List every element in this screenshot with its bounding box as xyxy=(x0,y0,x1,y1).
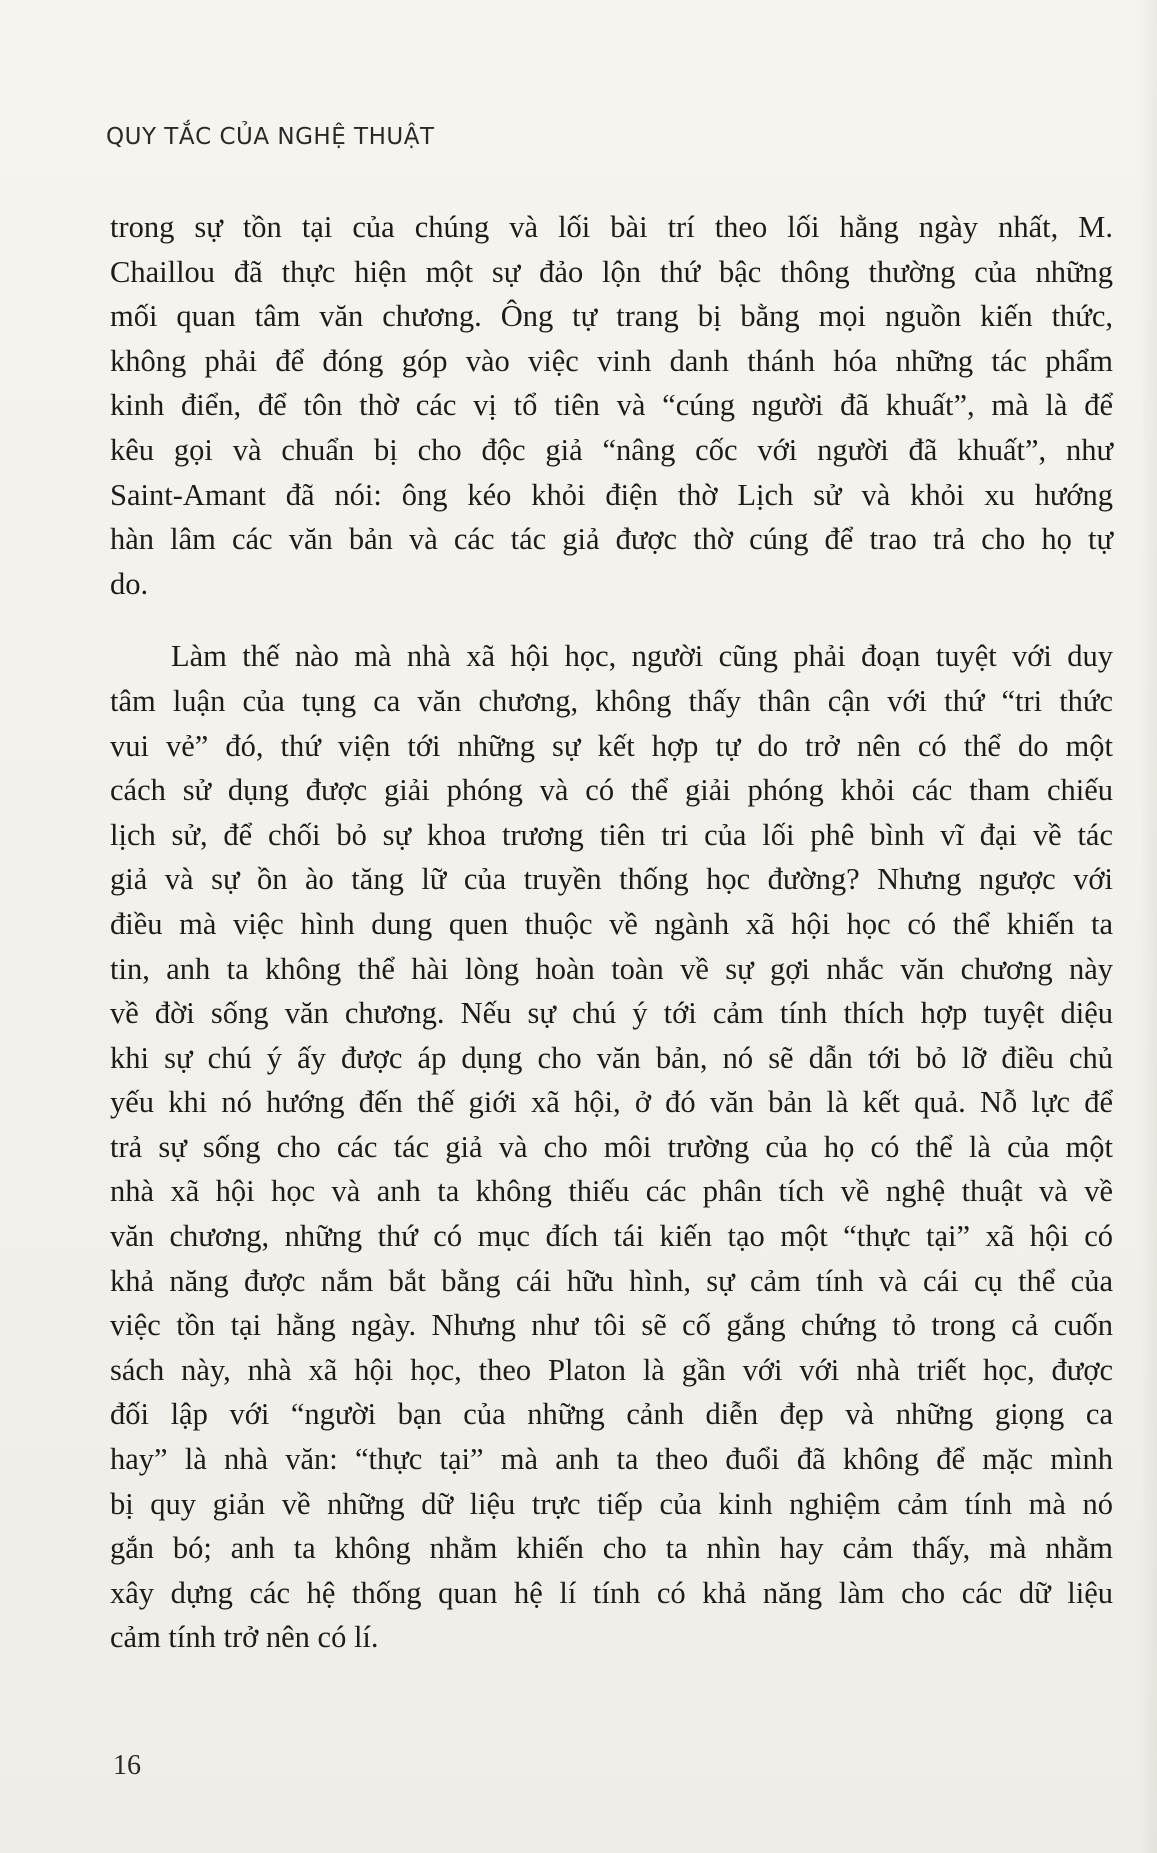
text-line: khi sự chú ý ấy được áp dụng cho văn bản, nó sẽ dẫn tới bỏ lỡ điều chủ xyxy=(110,1040,1113,1075)
text-line: điều mà việc hình dung quen thuộc về ngành xã hội học có thể khiến ta xyxy=(110,906,1113,941)
text-line: văn chương, những thứ có mục đích tái kiến tạo một “thực tại” xã hội có xyxy=(110,1219,1113,1254)
text-line: do. xyxy=(110,566,149,601)
text-line: Saint-Amant đã nói: ông kéo khỏi điện thờ Lịch sử và khỏi xu hướng xyxy=(110,477,1113,512)
text-line: không phải để đóng góp vào việc vinh danh thánh hóa những tác phẩm xyxy=(110,343,1113,378)
text-line: hàn lâm các văn bản và các tác giả được thờ cúng để trao trả cho họ tự xyxy=(110,522,1113,557)
text-line: cảm tính trở nên có lí. xyxy=(110,1620,379,1655)
text-line: đối lập với “người bạn của những cảnh diễn đẹp và những giọng ca xyxy=(110,1397,1113,1432)
text-line: giả và sự ồn ào tăng lữ của truyền thống học đường? Nhưng ngược với xyxy=(110,862,1113,897)
text-line: việc tồn tại hằng ngày. Nhưng như tôi sẽ cố gắng chứng tỏ trong cả cuốn xyxy=(110,1308,1113,1343)
paragraph-gap xyxy=(110,606,1113,634)
text-line: kêu gọi và chuẩn bị cho độc giả “nâng cốc với người đã khuất”, như xyxy=(110,432,1113,467)
text-line: nhà xã hội học và anh ta không thiếu các phân tích về nghệ thuật và về xyxy=(110,1174,1113,1209)
text-line: về đời sống văn chương. Nếu sự chú ý tới cảm tính thích hợp tuyệt diệu xyxy=(110,996,1113,1031)
text-line: hay” là nhà văn: “thực tại” mà anh ta theo đuổi đã không để mặc mình xyxy=(110,1442,1113,1477)
page-number: 16 xyxy=(113,1750,141,1781)
text-line: Làm thế nào mà nhà xã hội học, người cũng phải đoạn tuyệt với duy xyxy=(171,639,1113,674)
text-line: vui vẻ” đó, thứ viện tới những sự kết hợp tự do trở nên có thể do một xyxy=(110,728,1113,763)
text-line: tin, anh ta không thể hài lòng hoàn toàn về sự gợi nhắc văn chương này xyxy=(110,951,1113,986)
text-line: gắn bó; anh ta không nhằm khiến cho ta nhìn hay cảm thấy, mà nhằm xyxy=(110,1531,1113,1566)
text-line: tâm luận của tụng ca văn chương, không thấy thân cận với thứ “tri thức xyxy=(110,683,1113,718)
text-line: khả năng được nắm bắt bằng cái hữu hình, sự cảm tính và cái cụ thể của xyxy=(110,1263,1113,1298)
text-line: xây dựng các hệ thống quan hệ lí tính có khả năng làm cho các dữ liệu xyxy=(110,1575,1113,1610)
text-line: Chaillou đã thực hiện một sự đảo lộn thứ bậc thông thường của những xyxy=(110,254,1113,289)
text-line: mối quan tâm văn chương. Ông tự trang bị bằng mọi nguồn kiến thức, xyxy=(110,299,1113,334)
paragraph-1 xyxy=(110,205,1113,606)
text-line: trong sự tồn tại của chúng và lối bài trí theo lối hằng ngày nhất, M. xyxy=(110,210,1113,244)
body-text xyxy=(110,205,1113,1660)
paragraph-2 xyxy=(110,634,1113,1660)
text-line: cách sử dụng được giải phóng và có thể giải phóng khỏi các tham chiếu xyxy=(110,773,1113,808)
text-line: sách này, nhà xã hội học, theo Platon là gần với với nhà triết học, được xyxy=(110,1352,1113,1387)
page-edge-shadow xyxy=(1139,0,1157,1853)
text-line: kinh điển, để tôn thờ các vị tổ tiên và “cúng người đã khuất”, mà là để xyxy=(110,388,1113,423)
text-line: trả sự sống cho các tác giả và cho môi trường của họ có thể là của một xyxy=(110,1129,1113,1164)
text-line: yếu khi nó hướng đến thế giới xã hội, ở đó văn bản là kết quả. Nỗ lực để xyxy=(110,1085,1113,1120)
text-line: bị quy giản về những dữ liệu trực tiếp của kinh nghiệm cảm tính mà nó xyxy=(110,1486,1113,1521)
running-head: QUY TẮC CỦA NGHỆ THUẬT xyxy=(106,124,435,150)
text-line: lịch sử, để chối bỏ sự khoa trương tiên tri của lối phê bình vĩ đại về tác xyxy=(110,817,1113,852)
